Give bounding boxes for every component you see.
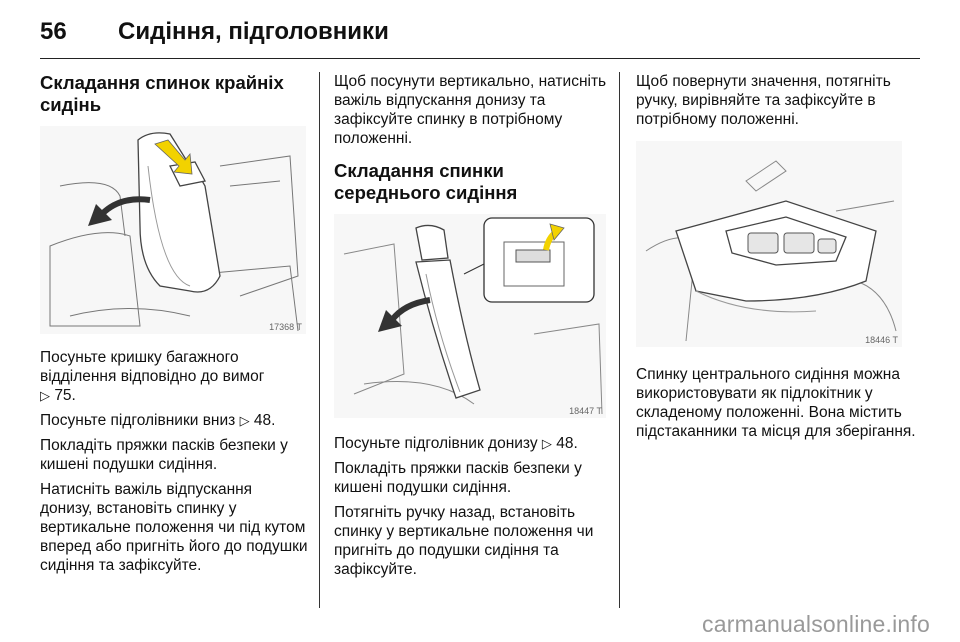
figure-id: 18446 T — [865, 335, 898, 345]
paragraph: Посуньте підголівник донизу ▷ 48. — [334, 435, 578, 452]
column-divider-1 — [319, 72, 320, 608]
paragraph: Потягніть ручку назад, встановіть спинку у вертикальне положення чи пригніть до подушки сидіння та зафіксуйте. — [334, 504, 594, 578]
paragraph: Спинку центрального сидіння можна використовувати як підлокітник у складеному положенні. Вона містить підстаканники та місця для зберігання. — [636, 366, 916, 440]
page-number: 56 — [40, 18, 67, 45]
header-divider — [40, 58, 920, 59]
watermark: carmanualsonline.info — [702, 611, 930, 637]
paragraph: Щоб повернути значення, потягніть ручку, вирівняйте та зафіксуйте в потрібному положенні. — [636, 73, 891, 128]
figure-id: 18447 T — [569, 406, 602, 416]
page-header — [40, 10, 920, 60]
middle-seat-illustration — [334, 214, 606, 418]
column-2 — [334, 72, 608, 585]
paragraph: Щоб посунути вертикально, натисніть важіль відпускання донизу та зафіксуйте спинку в потрібному положенні. — [334, 73, 607, 147]
cross-reference-icon: ▷ — [239, 413, 250, 428]
cross-reference-icon: ▷ — [541, 436, 552, 451]
column-3 — [636, 72, 922, 447]
figure-id: 17368 T — [269, 322, 302, 332]
paragraph: Посуньте кришку багажного відділення відповідно до вимог ▷ 75. — [40, 349, 265, 404]
page-title: Сидіння, підголовники — [118, 18, 389, 45]
paragraph: Посуньте підголівники вниз ▷ 48. — [40, 412, 276, 429]
column-divider-2 — [619, 72, 620, 608]
figure-outer-seat — [40, 126, 306, 334]
paragraph: Покладіть пряжки пасків безпеки у кишені подушки сидіння. — [334, 460, 582, 496]
cross-reference-icon: ▷ — [40, 388, 50, 403]
section-heading-outer-seats: Складання спинок крайніх сидінь — [40, 72, 284, 115]
outer-seat-illustration — [40, 126, 306, 334]
paragraph: Покладіть пряжки пасків безпеки у кишені подушки сидіння. — [40, 437, 288, 473]
paragraph: Натисніть важіль відпускання донизу, встановіть спинку у вертикальне положення чи під кутом вперед або пригніть його до подушки сидіння та зафіксуйте. — [40, 481, 308, 574]
figure-armrest — [636, 141, 902, 347]
column-1 — [40, 72, 308, 581]
armrest-illustration — [636, 141, 902, 347]
section-heading-middle-seat: Складання спинки середнього сидіння — [334, 160, 518, 203]
figure-middle-seat — [334, 214, 606, 418]
